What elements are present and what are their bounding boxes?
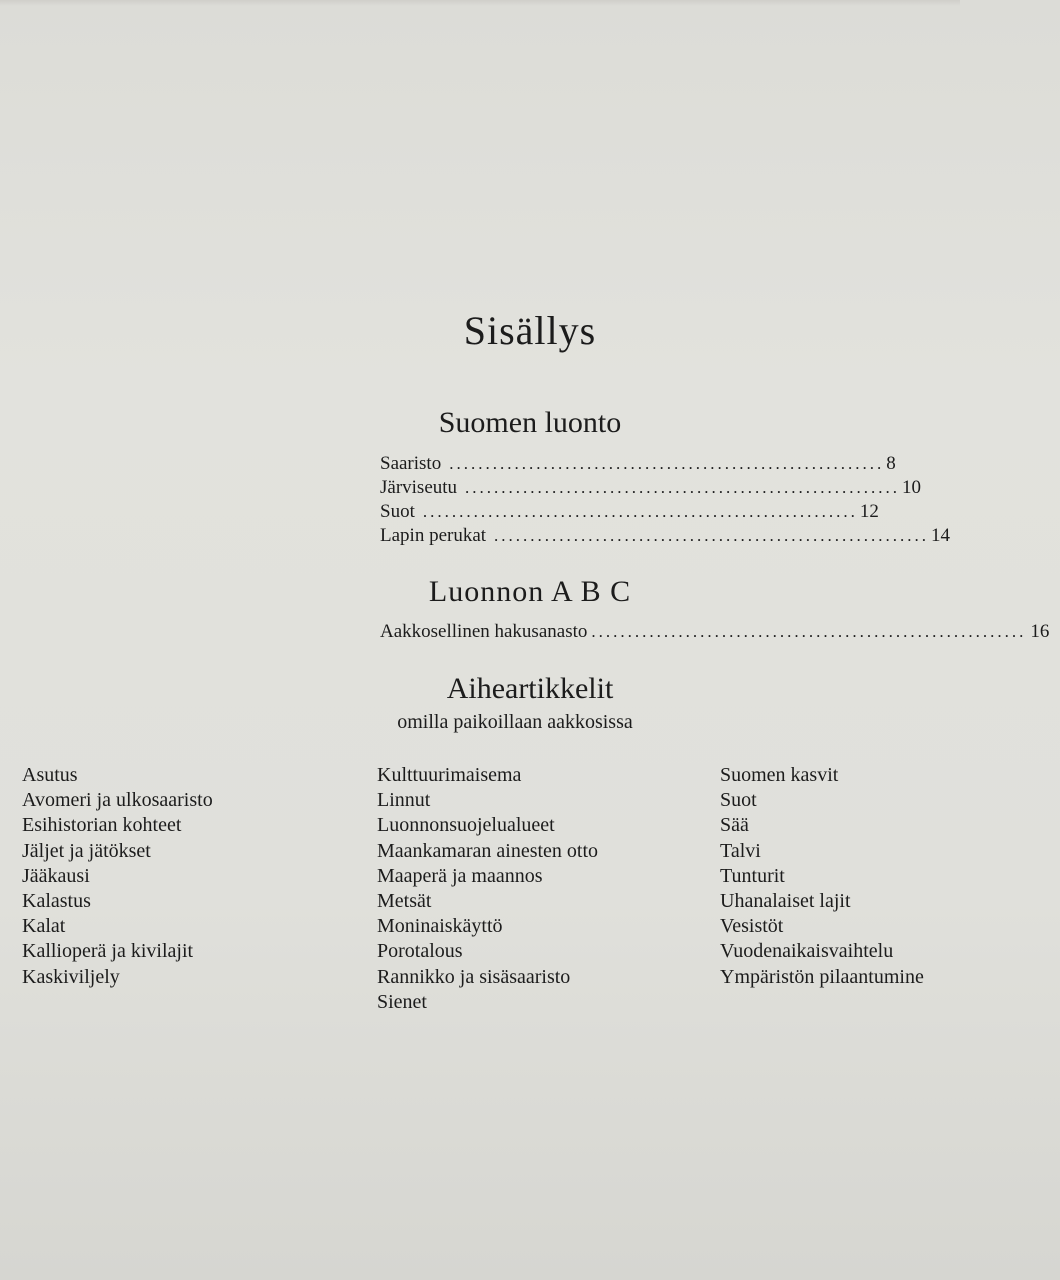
topic-item: Kaskiviljely xyxy=(22,965,120,988)
toc-entry-hakusanasto xyxy=(380,620,1050,644)
toc-entry-label: Suot xyxy=(380,501,415,522)
toc-entry-page: 16 xyxy=(1030,621,1050,642)
toc-entry xyxy=(380,476,922,500)
toc-entry-page: 12 xyxy=(859,501,879,522)
toc-entry xyxy=(380,500,879,524)
topic-item: Jäljet ja jätökset xyxy=(22,839,151,862)
page-top-shadow xyxy=(0,0,960,6)
topic-item: Kulttuurimaisema xyxy=(377,764,522,786)
toc-suomen-luonto xyxy=(380,452,951,548)
topic-item: Linnut xyxy=(377,789,431,812)
topic-item: Kalat xyxy=(22,915,66,938)
topic-item: Jääkausi xyxy=(22,864,90,887)
section-heading-suomen-luonto: Suomen luonto xyxy=(438,406,622,439)
topic-item: Maankamaran ainesten otto xyxy=(377,839,599,862)
topic-list-right xyxy=(720,763,924,990)
toc-leader-dots: ............................................................ xyxy=(449,454,885,473)
topic-item: Kallioperä ja kivilajit xyxy=(22,940,194,963)
toc-entry-page: 14 xyxy=(931,525,951,546)
topic-item: Asutus xyxy=(22,764,78,786)
page-title: Sisällys xyxy=(463,308,597,353)
toc-entry xyxy=(380,452,896,476)
toc-entry-label: Aakkosellinen hakusanasto xyxy=(380,621,588,642)
topic-item: Sää xyxy=(720,814,749,837)
topic-list-left xyxy=(22,763,213,990)
topic-item: Porotalous xyxy=(377,940,463,963)
topic-item: Maaperä ja maannos xyxy=(377,864,543,887)
toc-entry-page: 8 xyxy=(886,453,896,474)
topic-item: Talvi xyxy=(720,839,761,862)
section-heading-aiheartikkelit: Aiheartikkelit xyxy=(446,672,614,705)
topic-item: Suot xyxy=(720,789,757,812)
toc-leader-dots: ............................................................ xyxy=(465,478,901,497)
topic-item: Moninaiskäyttö xyxy=(377,915,503,938)
section-heading-luonnon-abc: Luonnon A B C xyxy=(428,575,632,608)
toc-entry-label: Saaristo xyxy=(380,453,442,474)
topic-item: Kalastus xyxy=(22,890,91,913)
topic-item: Ympäristön pilaantumine xyxy=(720,965,924,988)
topic-list-middle xyxy=(377,763,598,1015)
toc-leader-dots: ............................................................ xyxy=(494,526,930,545)
topic-item: Esihistorian kohteet xyxy=(22,814,182,837)
toc-entry-label: Järviseutu xyxy=(380,477,458,498)
section-subtitle: omilla paikoillaan aakkosissa xyxy=(397,711,633,733)
topic-item: Rannikko ja sisäsaaristo xyxy=(377,965,571,988)
toc-entry-page: 10 xyxy=(902,477,922,498)
topic-item: Metsät xyxy=(377,890,432,913)
topic-item: Sienet xyxy=(377,990,427,1013)
topic-item: Suomen kasvit xyxy=(720,764,839,786)
toc-leader-dots: ............................................................ xyxy=(422,502,858,521)
topic-item: Avomeri ja ulkosaaristo xyxy=(22,789,213,812)
topic-item: Tunturit xyxy=(720,864,785,887)
toc-entry xyxy=(380,524,951,548)
toc-entry-label: Lapin perukat xyxy=(380,525,487,546)
toc-leader-dots: ............................................................ xyxy=(591,622,1027,641)
topic-item: Uhanalaiset lajit xyxy=(720,890,851,913)
topic-item: Luonnonsuojelualueet xyxy=(377,814,555,837)
topic-item: Vesistöt xyxy=(720,915,784,938)
topic-item: Vuodenaikaisvaihtelu xyxy=(720,940,894,963)
